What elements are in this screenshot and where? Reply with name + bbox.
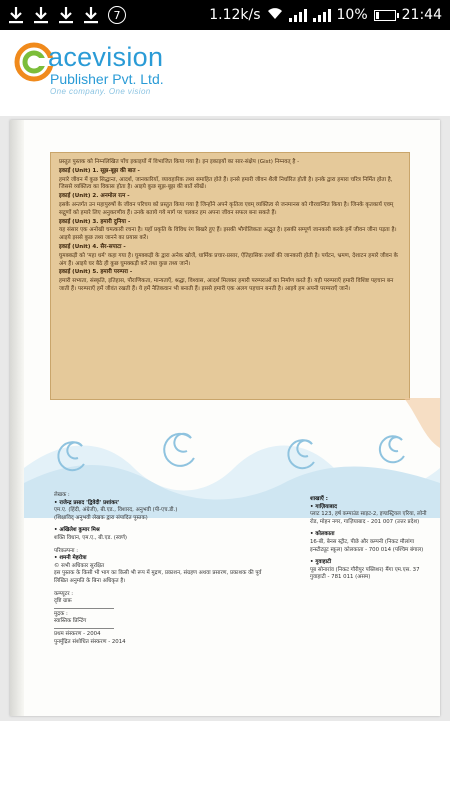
unit-body: हमारी सभ्यता, संस्कृति, इतिहास, पौराणिकता, मान्यताएँ, श्रद्धा, विश्वास, आदर्श मिलकर हमारी परम्पराओं का निर्माण करते हैं। यही परम्पराएँ हमारी विशिष्ट पहचान बन जाती हैं। परम्पराएँ हमें जीवंत रखती हैं। ये हमें नैतिकवान भी बनाती हैं। इससे हमारी एक अलग पहचान बनती है। आइये हम अपनी परम्पराएँ जानें। [59, 278, 394, 292]
unit-body: हमारे जीवन में कुछ सिद्धान्त, आदर्श, जानकारियाँ, व्यावहारिक तथ्य समाहित होते हैं। इनसे हमारी जीवन शैली निर्धारित होती है। इनके द्वारा हमारा चरित्र निर्मित होता है, जिससे व्यक्तित्व का विकास होता है। आइये कुछ सूझ-बूझ की बातें सीखें। [59, 176, 393, 191]
printer: स्वास्तिक प्रिन्टिंग [54, 618, 87, 625]
brand-subtitle: Publisher Pvt. Ltd. [50, 71, 164, 87]
reviewer-label: परिकल्पना : [54, 547, 79, 554]
gist-intro: प्रस्तुत पुस्तक को निम्नलिखित पाँच इकाइयों में विभाजित किया गया है। इन इकाइयों का सार-संक्षेप (Gist) निम्नवत् है - [59, 159, 300, 165]
credits-section [10, 492, 440, 716]
unit-heading: इकाई (Unit) 5. हमारी परम्परा - [59, 269, 133, 276]
typesetting-label: कम्प्यूटर : [54, 590, 74, 597]
author-1: • राजेन्द्र प्रसाद 'द्विवेदी' प्रशांकर' [54, 499, 120, 506]
unit-body: घुमक्कड़ी को 'महा धर्म' कहा गया है। घुमक्कड़ी के द्वारा अनेक खोजें, धार्मिक प्रचार-प्रसार, ऐतिहासिक तथ्यों की जानकारी होती है। पर्यटन, भ्रमण, देशाटन हमारे जीवन के अंग हैं। आइये घर बैठे ही कुछ घुमक्कड़ी करें तथा कुछ तथ्य जानें। [59, 252, 398, 267]
wifi-icon [267, 7, 283, 24]
branch-3: • गुवाहाटी [310, 559, 332, 566]
branch-1: • गाज़ियाबाद [310, 503, 338, 510]
signal-icon [313, 8, 331, 22]
typesetting: दृष्टि ग्राफ़ [54, 598, 72, 605]
unit-heading: इकाई (Unit) 1. सूझ-बूझ की बात - [59, 167, 140, 174]
printer-label: मुद्रक : [54, 610, 68, 617]
author-label: लेखक : [54, 492, 70, 498]
brand-tagline: One company. One vision [50, 87, 151, 96]
author-2: • अखिलेश कुमार मिश्र [54, 527, 100, 534]
rights: © सभी अधिकार सुरक्षित [54, 562, 105, 569]
reviewer: • शमनी मेहरोत्रा [54, 555, 87, 562]
notification-count-icon: 7 [108, 6, 126, 24]
unit-heading: इकाई (Unit) 2. अनमोल रत्न - [59, 193, 130, 200]
download-icon [58, 6, 74, 24]
branches-label: शाखाएँ : [310, 496, 328, 502]
download-icon [33, 6, 49, 24]
signal-icon [289, 8, 307, 22]
battery-percent: 10% [336, 7, 368, 23]
unit-heading: इकाई (Unit) 4. सैर-सपाटा - [59, 243, 126, 250]
app-header [0, 30, 450, 116]
branch-2-address: 16-बी, बेनस स्ट्रीट, पीछे और कम्पनी (निकट मौलांगा इन्स्टीट्यूट स्कूल) कोलकाता - 700 014 (पश्चिम बंगाल) [310, 538, 424, 553]
rights-note: इस पुस्तक के किसी भी भाग का किसी भी रूप में मुद्रण, प्रकाशन, संग्रहण अथवा प्रसारण, प्रकाशक की पूर्व लिखित अनुमति के बिना अधिकृत है। [54, 570, 262, 584]
branches-column [310, 496, 430, 582]
edition: प्रथम संस्करण - 2004 [54, 630, 101, 637]
author-1-detail: एम.ए. (हिंदी, अंग्रेजी), बी.एड., विशारद, अनुभवी (पी-एच.डी.) [54, 507, 178, 514]
unit-body: इसके अन्तर्गत उन महापुरुषों के जीवन परिचय को प्रस्तुत किया गया है जिन्होंने अपने कृतित्व एवम् व्यक्तित्व से जनमानस को गौरवान्वित किया है। जिनके कृतकार्य एवम् सद्गुणों को हमारे लिए अनुकरणीय हैं। उनके बताये गये मार्ग पर चलकर हम अपना जीवन सफल बना सकते हैं। [59, 201, 394, 216]
unit-heading: इकाई (Unit) 3. हमारी दुनिया - [59, 218, 131, 225]
gist-paper [50, 152, 410, 400]
battery-icon [374, 10, 396, 21]
download-icon [8, 6, 24, 24]
download-icon [83, 6, 99, 24]
network-speed: 1.12k/s [209, 7, 261, 23]
branch-1-address: प्लाट 123, हर्ष कम्पाउंड साइट-2, इण्डस्ट्रियल एरिया, लोनी रोड, मोहन नगर, गाज़ियाबाद - 201 007 (उत्तर प्रदेश) [310, 511, 427, 525]
status-bar [0, 0, 450, 30]
credits-left-column [54, 492, 264, 646]
page-viewer[interactable] [0, 116, 450, 721]
clock: 21:44 [401, 7, 442, 23]
brand-name: acevision [48, 42, 164, 72]
branch-2: • कोलकाता [310, 531, 335, 538]
blank-footer [0, 721, 450, 800]
branch-3-address: पूब सोनारांव (निकट गौरीपुर पब्लिशर) मैंगा एम.एस. 37 गुवाहाटी - 781 011 (असम) [310, 566, 420, 581]
author-2-detail: शक्ति विधान, एम.ए., बी.एड. (स्वर्ण) [54, 534, 127, 541]
book-page [10, 120, 440, 716]
unit-body: यह संसार एक अनोखी चमत्कारी रचना है। यहाँ प्रकृति के विविध रंग बिखरे हुए हैं। इसकी भौगोलिकता अद्भुत है। इसकी सम्पूर्ण जानकारी करके हमें जीवन जीना पड़ता है। आइये इससे कुछ तथ्य जानने का प्रयास करें। [59, 227, 397, 242]
author-1-detail-2: (शिक्षाविद् अनुभवी लेखक द्वारा संपादित पुस्तक) [54, 514, 148, 521]
edition-2: पुनर्मुद्रित संशोधित संस्करण - 2014 [54, 638, 126, 645]
